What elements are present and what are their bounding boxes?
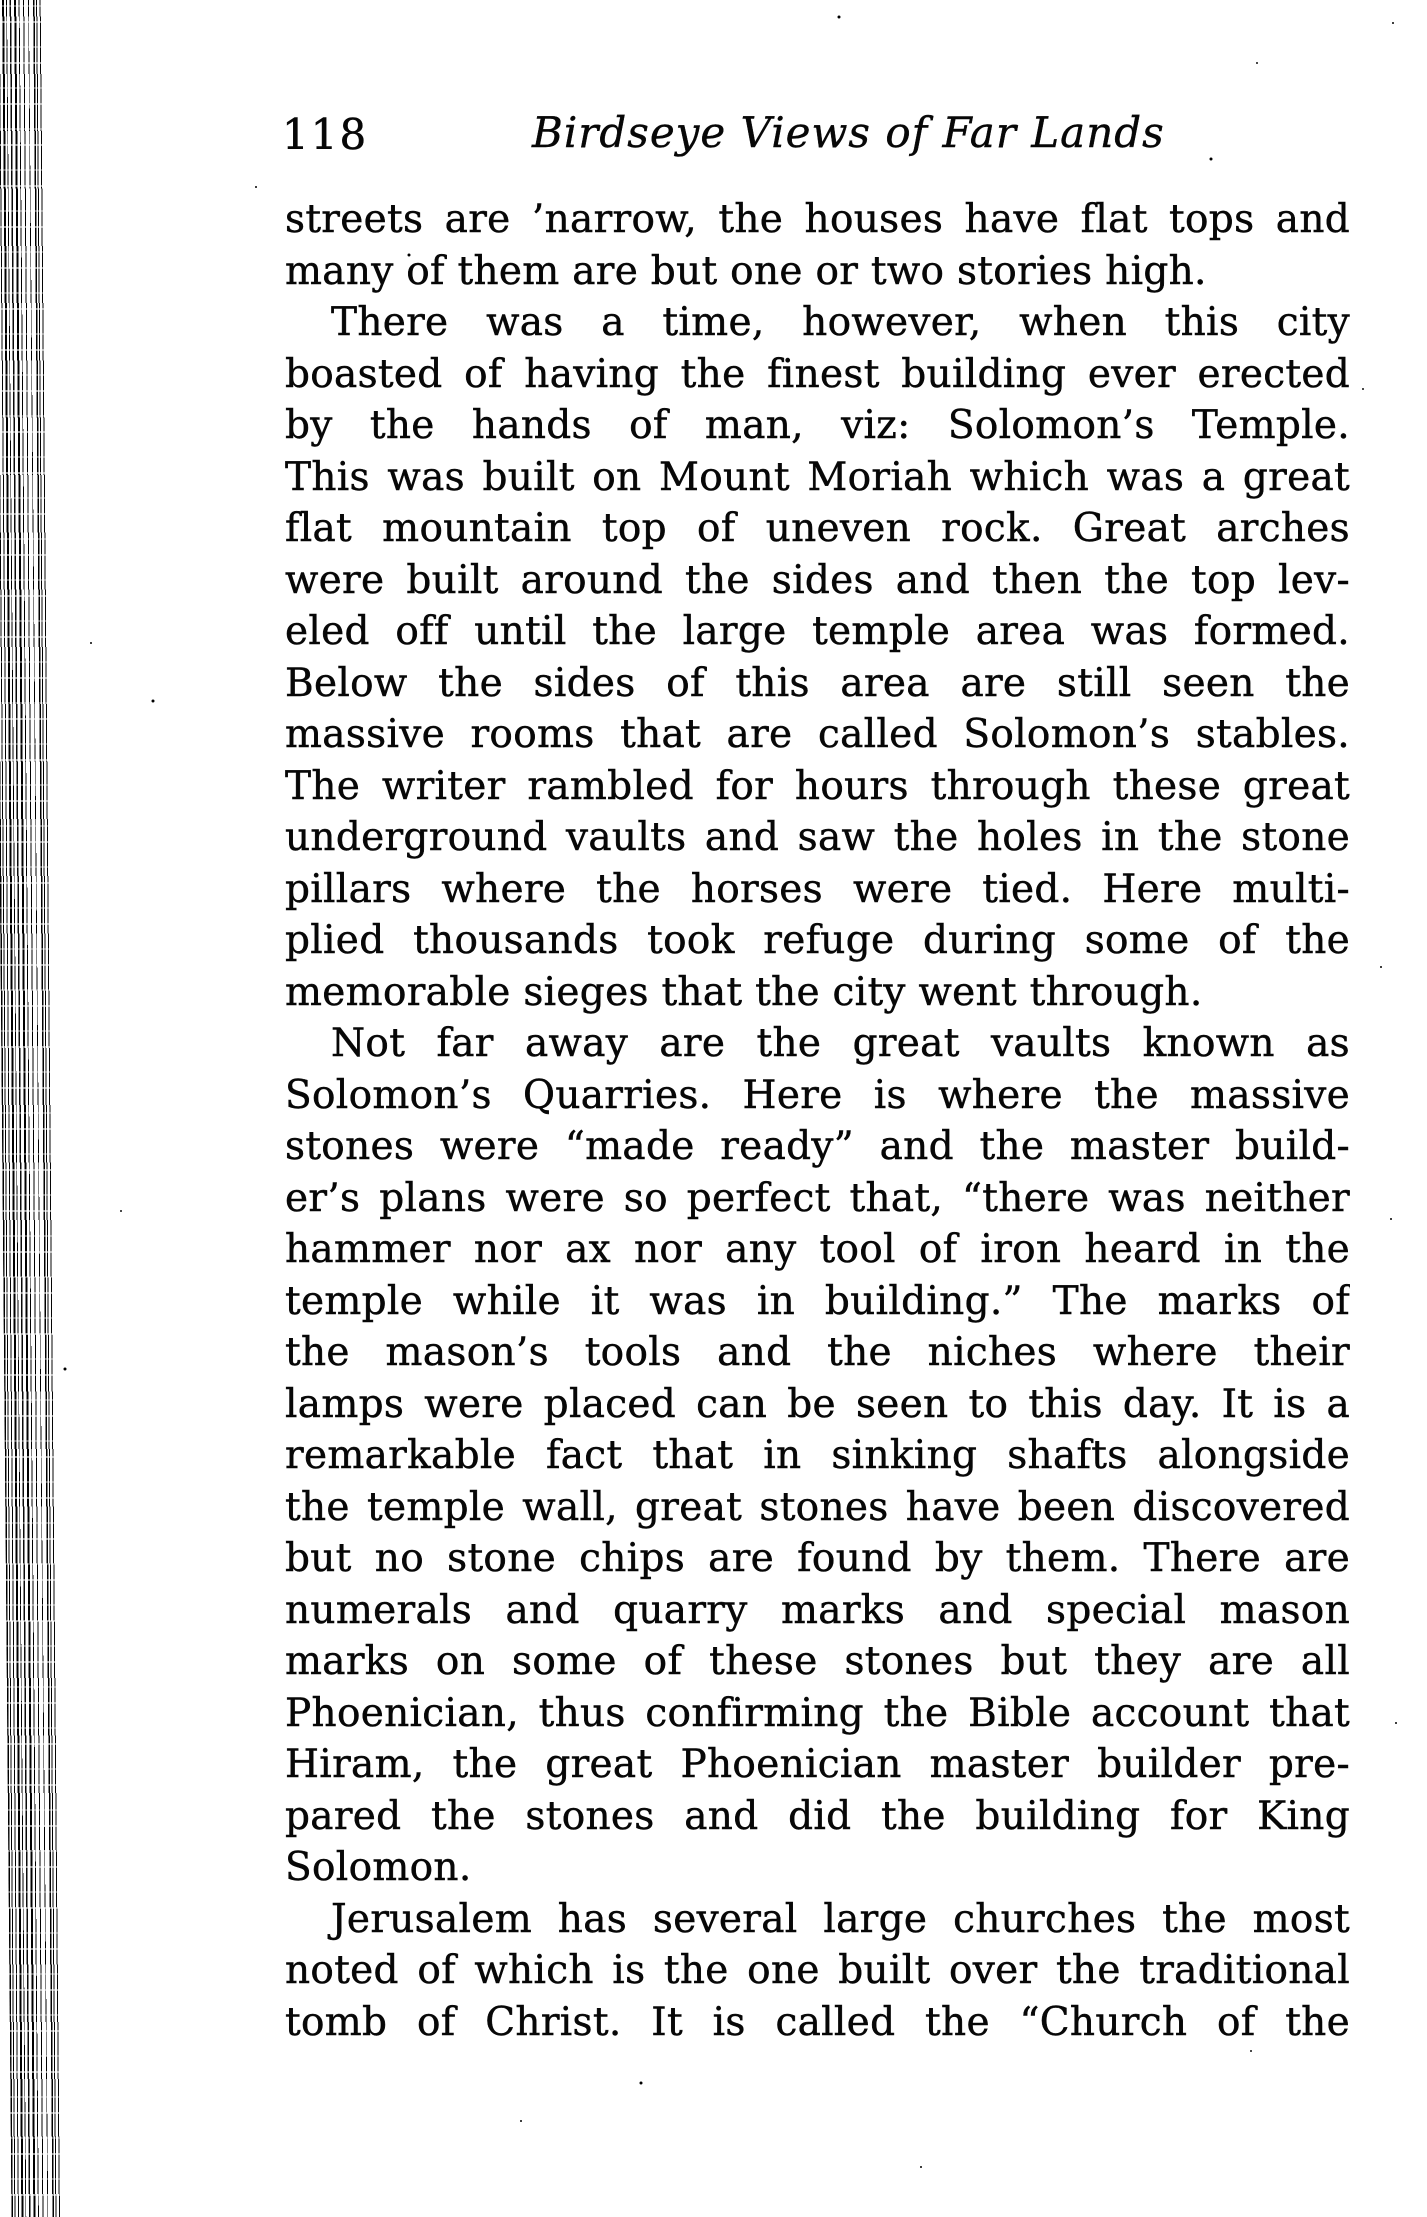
text-line: marks on some of these stones but they are all [285,1639,1350,1684]
text-line: stones were “made ready” and the master build- [285,1124,1350,1169]
text-line: Solomon’s Quarries. Here is where the massive [285,1072,1350,1118]
text-line: hammer nor ax nor any tool of iron heard in the [285,1227,1350,1272]
text-line: Not far away are the great vaults known as [331,1021,1350,1066]
text-line: Hiram, the great Phoenician master builder pre- [285,1742,1350,1787]
text-line: the mason’s tools and the niches where their [285,1330,1350,1375]
scan-specks [0,0,2,2]
text-line: streets are ’narrow, the houses have flat tops and [285,197,1350,242]
text-line: but no stone chips are found by them. There are [285,1536,1350,1581]
text-line: flat mountain top of uneven rock. Great arches [285,506,1350,551]
body-text [285,194,1350,2048]
text-line: were built around the sides and then the top lev- [285,557,1350,603]
text-line: memorable sieges that the city went through. [285,969,1203,1015]
text-line: lamps were placed can be seen to this day. It is a [285,1381,1350,1427]
text-line: The writer rambled for hours through these great [285,763,1350,809]
page-number: 118 [282,110,369,159]
text-line: the temple wall, great stones have been discovered [285,1484,1350,1530]
text-line: pared the stones and did the building for King [285,1793,1350,1839]
text-line: tomb of Christ. It is called the “Church of the [285,1999,1350,2045]
text-line: eled off until the large temple area was formed. [285,609,1350,654]
text-line: There was a time, however, when this city [331,300,1350,345]
text-line: plied thousands took refuge during some of the [285,918,1350,963]
text-line: boasted of having the finest building ever erected [285,351,1350,397]
text-line: by the hands of man, viz: Solomon’s Temple. [285,403,1350,448]
running-title: Birdseye Views of Far Lands [532,108,1165,157]
text-line: many of them are but one or two stories high. [285,248,1207,294]
text-line: er’s plans were so perfect that, “there was neither [285,1175,1350,1221]
text-line: Solomon. [285,1845,472,1890]
text-line: Below the sides of this area are still seen the [285,660,1350,706]
text-line: pillars where the horses were tied. Here multi- [285,866,1350,912]
text-line: temple while it was in building.” The marks of [285,1278,1350,1324]
text-line: noted of which is the one built over the traditional [285,1948,1350,1993]
binding-shadow [0,0,62,2217]
text-line: underground vaults and saw the holes in the stone [285,815,1350,860]
text-line: This was built on Mount Moriah which was a great [285,454,1350,500]
text-line: Jerusalem has several large churches the most [331,1896,1350,1942]
text-line: remarkable fact that in sinking shafts alongside [285,1433,1350,1478]
text-line: Phoenician, thus confirming the Bible account that [285,1690,1350,1736]
text-line: massive rooms that are called Solomon’s stables. [285,712,1350,757]
text-line: numerals and quarry marks and special mason [285,1587,1350,1633]
